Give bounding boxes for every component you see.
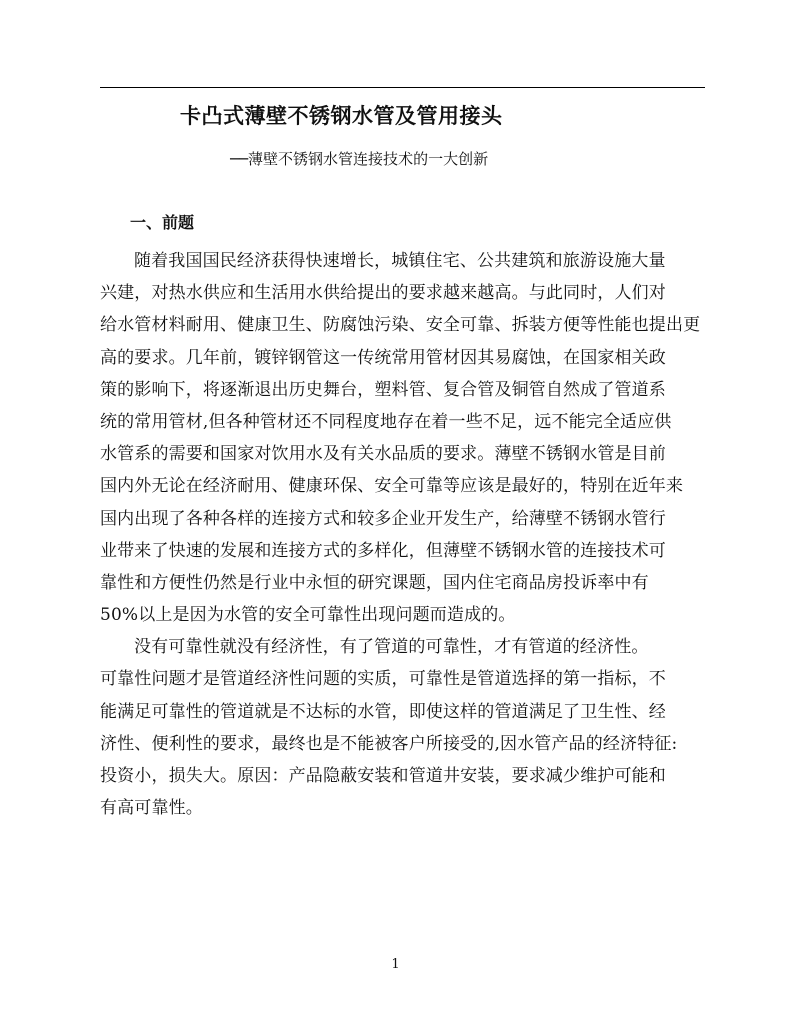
body-line: 50%以上是因为水管的安全可靠性出现问题而造成的。 <box>100 605 516 626</box>
body-line: 兴建，对热水供应和生活用水供给提出的要求越来越高。与此同时，人们对 <box>100 283 666 304</box>
body-line: 统的常用管材,但各种管材还不同程度地存在着一些不足，远不能完全适应供 <box>100 411 672 432</box>
body-line: 业带来了快速的发展和连接方式的多样化，但薄壁不锈钢水管的连接技术可 <box>100 540 666 561</box>
body-line: 随着我国国民经济获得快速增长，城镇住宅、公共建筑和旅游设施大量 <box>134 251 666 271</box>
document-subtitle: ──薄壁不锈钢水管连接技术的一大创新 <box>230 150 489 168</box>
body-line: 高的要求。几年前，镀锌钢管这一传统常用管材因其易腐蚀，在国家相关政 <box>100 347 666 368</box>
body-line: 没有可靠性就没有经济性，有了管道的可靠性，才有管道的经济性。 <box>134 637 649 658</box>
body-line: 给水管材料耐用、健康卫生、防腐蚀污染、安全可靠、拆装方便等性能也提出更 <box>100 315 701 336</box>
body-line: 国内外无论在经济耐用、健康环保、安全可靠等应该是最好的，特别在近年来 <box>100 476 684 497</box>
body-line: 策的影响下，将逐渐退出历史舞台，塑料管、复合管及铜管自然成了管道系 <box>100 379 666 400</box>
body-line: 投资小，损失大。原因：产品隐蔽安装和管道井安装，要求减少维护可能和 <box>100 766 666 786</box>
body-line: 国内出现了各种各样的连接方式和较多企业开发生产，给薄壁不锈钢水管行 <box>100 508 666 529</box>
body-line: 济性、便利性的要求，最终也是不能被客户所接受的,因水管产品的经济特征: <box>100 733 678 754</box>
body-line: 能满足可靠性的管道就是不达标的水管，即使这样的管道满足了卫生性、经 <box>100 701 666 722</box>
body-line: 水管系的需要和国家对饮用水及有关水品质的要求。薄壁不锈钢水管是目前 <box>100 444 666 465</box>
body-text <box>100 245 708 824</box>
body-line: 靠性和方便性仍然是行业中永恒的研究课题，国内住宅商品房投诉率中有 <box>100 572 649 593</box>
header-rule <box>100 87 705 88</box>
body-line: 有高可靠性。 <box>100 798 203 819</box>
section-heading: 一、前题 <box>130 213 195 232</box>
body-line: 可靠性问题才是管道经济性问题的实质，可靠性是管道选择的第一指标，不 <box>100 669 666 690</box>
document-title: 卡凸式薄壁不锈钢水管及管用接头 <box>180 104 503 128</box>
page-number: 1 <box>391 957 400 972</box>
